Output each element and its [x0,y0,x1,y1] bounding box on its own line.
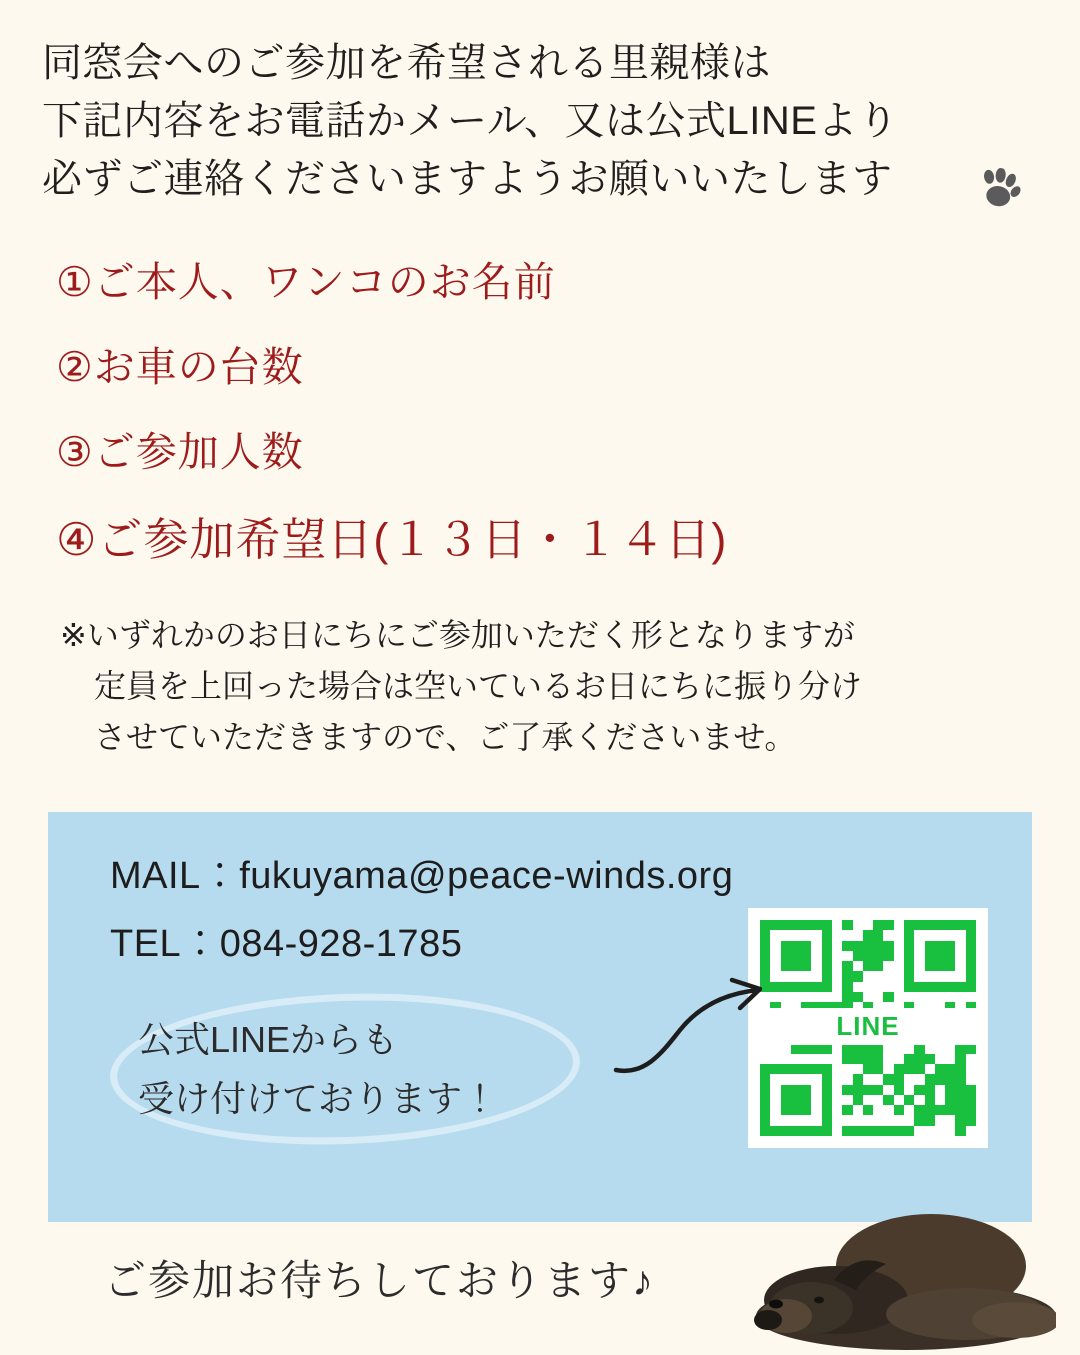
intro-line-1: 同窓会へのご参加を希望される里親様は [42,41,771,85]
closing-message: ご参加お待ちしております♪ [104,1257,656,1304]
list-item: ④ご参加希望日(１３日・１４日) [56,514,728,565]
list-item: ③ご参加人数 [56,429,304,475]
telephone-number[interactable]: TEL：084-928-1785 [110,923,463,965]
list-item: ②お車の台数 [56,344,304,390]
note-line-1: ※いずれかのお日にちにご参加いただく形となりますが [60,617,855,653]
line-note-line-1: 公式LINEからも [138,1019,399,1060]
intro-line-3: 必ずご連絡くださいますようお願いいたします [42,157,893,201]
intro-line-2: 下記内容をお電話かメール、又は公式LINEより [42,99,899,143]
qr-label: LINE [760,1008,976,1045]
line-note-line-2: 受け付けております！ [138,1078,499,1120]
dog-photo [716,1196,1056,1350]
note-block [60,610,1040,764]
note-line-2: 定員を上回った場合は空いているお日にちに振り分け [94,668,863,705]
paw-print-icon [970,164,1025,221]
contact-panel [48,812,1032,1222]
line-note [138,1010,498,1129]
note-line-3: させていただきますので、ご了承くださいませ。 [94,719,797,756]
requested-info-list [56,259,1036,606]
curved-arrow-icon [608,972,788,1082]
intro-paragraph [42,34,1042,208]
list-item: ①ご本人、ワンコのお名前 [56,259,556,305]
mail-address[interactable]: MAIL：fukuyama@peace-winds.org [110,855,734,897]
